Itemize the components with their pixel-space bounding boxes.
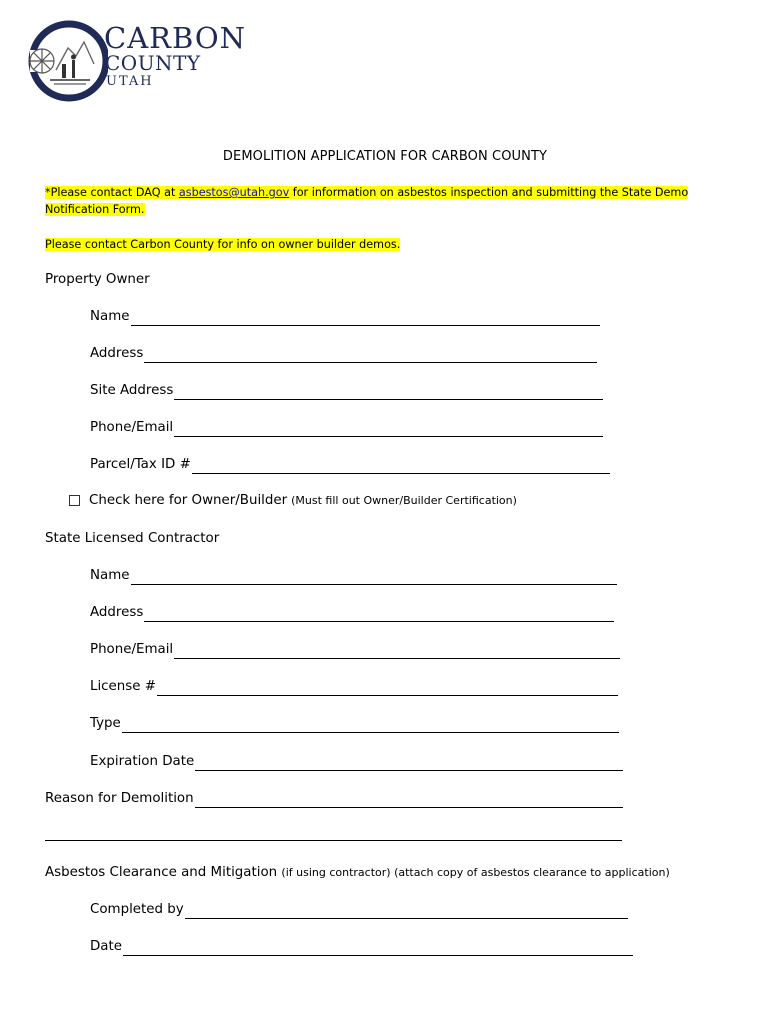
asbestos-note: (if using contractor) (attach copy of asbestos clearance to application) xyxy=(281,866,670,879)
contractor-heading: State Licensed Contractor xyxy=(45,531,220,546)
asbestos-completed-by-line[interactable] xyxy=(185,905,628,919)
owner-builder-notice xyxy=(45,236,705,253)
contractor-name-line[interactable] xyxy=(131,571,617,585)
contractor-phone-email-field[interactable] xyxy=(90,641,620,659)
owner-address-field[interactable] xyxy=(90,345,597,363)
owner-builder-notice-text: Please contact Carbon County for info on owner builder demos. xyxy=(45,238,401,251)
owner-address-line[interactable] xyxy=(144,349,597,363)
owner-site-address-line[interactable] xyxy=(174,386,603,400)
owner-name-label: Name xyxy=(90,309,130,324)
contractor-license-label: License # xyxy=(90,679,156,694)
owner-builder-checkbox-note: (Must fill out Owner/Builder Certification) xyxy=(291,494,517,507)
contractor-license-field[interactable] xyxy=(90,678,618,696)
owner-builder-checkbox-row[interactable] xyxy=(69,493,517,508)
asbestos-heading-row xyxy=(45,864,670,882)
owner-site-address-field[interactable] xyxy=(90,382,603,400)
property-owner-heading: Property Owner xyxy=(45,272,150,287)
asbestos-completed-by-label: Completed by xyxy=(90,902,184,917)
county-seal-icon xyxy=(28,20,108,102)
reason-label: Reason for Demolition xyxy=(45,791,194,806)
logo-utah-text: UTAH xyxy=(106,74,154,89)
contractor-address-field[interactable] xyxy=(90,604,614,622)
daq-notice-suffix-2: Notification Form. xyxy=(45,203,145,216)
contractor-phone-email-label: Phone/Email xyxy=(90,642,174,657)
carbon-county-logo xyxy=(28,20,268,102)
reason-continuation-line[interactable] xyxy=(45,840,622,841)
owner-parcel-field[interactable] xyxy=(90,456,610,474)
contractor-address-line[interactable] xyxy=(144,608,614,622)
owner-address-label: Address xyxy=(90,346,144,361)
daq-notice-prefix: *Please contact DAQ at xyxy=(45,186,179,199)
page-title: DEMOLITION APPLICATION FOR CARBON COUNTY xyxy=(222,149,548,164)
owner-phone-email-label: Phone/Email xyxy=(90,420,174,435)
contractor-license-line[interactable] xyxy=(157,682,618,696)
owner-site-address-label: Site Address xyxy=(90,383,174,398)
daq-notice xyxy=(45,184,705,218)
owner-parcel-line[interactable] xyxy=(192,460,610,474)
contractor-type-field[interactable] xyxy=(90,715,619,733)
owner-builder-checkbox-label: Check here for Owner/Builder xyxy=(89,493,288,508)
owner-name-line[interactable] xyxy=(131,312,600,326)
contractor-expiration-field[interactable] xyxy=(90,753,623,771)
reason-line[interactable] xyxy=(195,794,623,808)
logo-carbon-text: CARBON xyxy=(104,21,246,55)
asbestos-heading: Asbestos Clearance and Mitigation xyxy=(45,865,278,880)
asbestos-completed-by-field[interactable] xyxy=(90,901,628,919)
daq-email-link[interactable]: asbestos@utah.gov xyxy=(178,186,290,199)
daq-notice-suffix: for information on asbestos inspection and submitting the State Demo xyxy=(289,186,689,199)
contractor-expiration-line[interactable] xyxy=(195,757,623,771)
contractor-expiration-label: Expiration Date xyxy=(90,754,195,769)
owner-parcel-label: Parcel/Tax ID # xyxy=(90,457,191,472)
reason-field[interactable] xyxy=(45,790,623,808)
owner-builder-checkbox[interactable] xyxy=(69,495,80,506)
owner-phone-email-line[interactable] xyxy=(174,423,603,437)
contractor-address-label: Address xyxy=(90,605,144,620)
contractor-type-line[interactable] xyxy=(122,719,619,733)
contractor-type-label: Type xyxy=(90,716,121,731)
contractor-name-label: Name xyxy=(90,568,130,583)
contractor-phone-email-line[interactable] xyxy=(174,645,620,659)
owner-phone-email-field[interactable] xyxy=(90,419,603,437)
contractor-name-field[interactable] xyxy=(90,567,617,585)
asbestos-date-line[interactable] xyxy=(123,942,633,956)
logo-county-text: COUNTY xyxy=(105,51,201,75)
owner-name-field[interactable] xyxy=(90,308,600,326)
asbestos-date-label: Date xyxy=(90,939,123,954)
asbestos-date-field[interactable] xyxy=(90,938,633,956)
